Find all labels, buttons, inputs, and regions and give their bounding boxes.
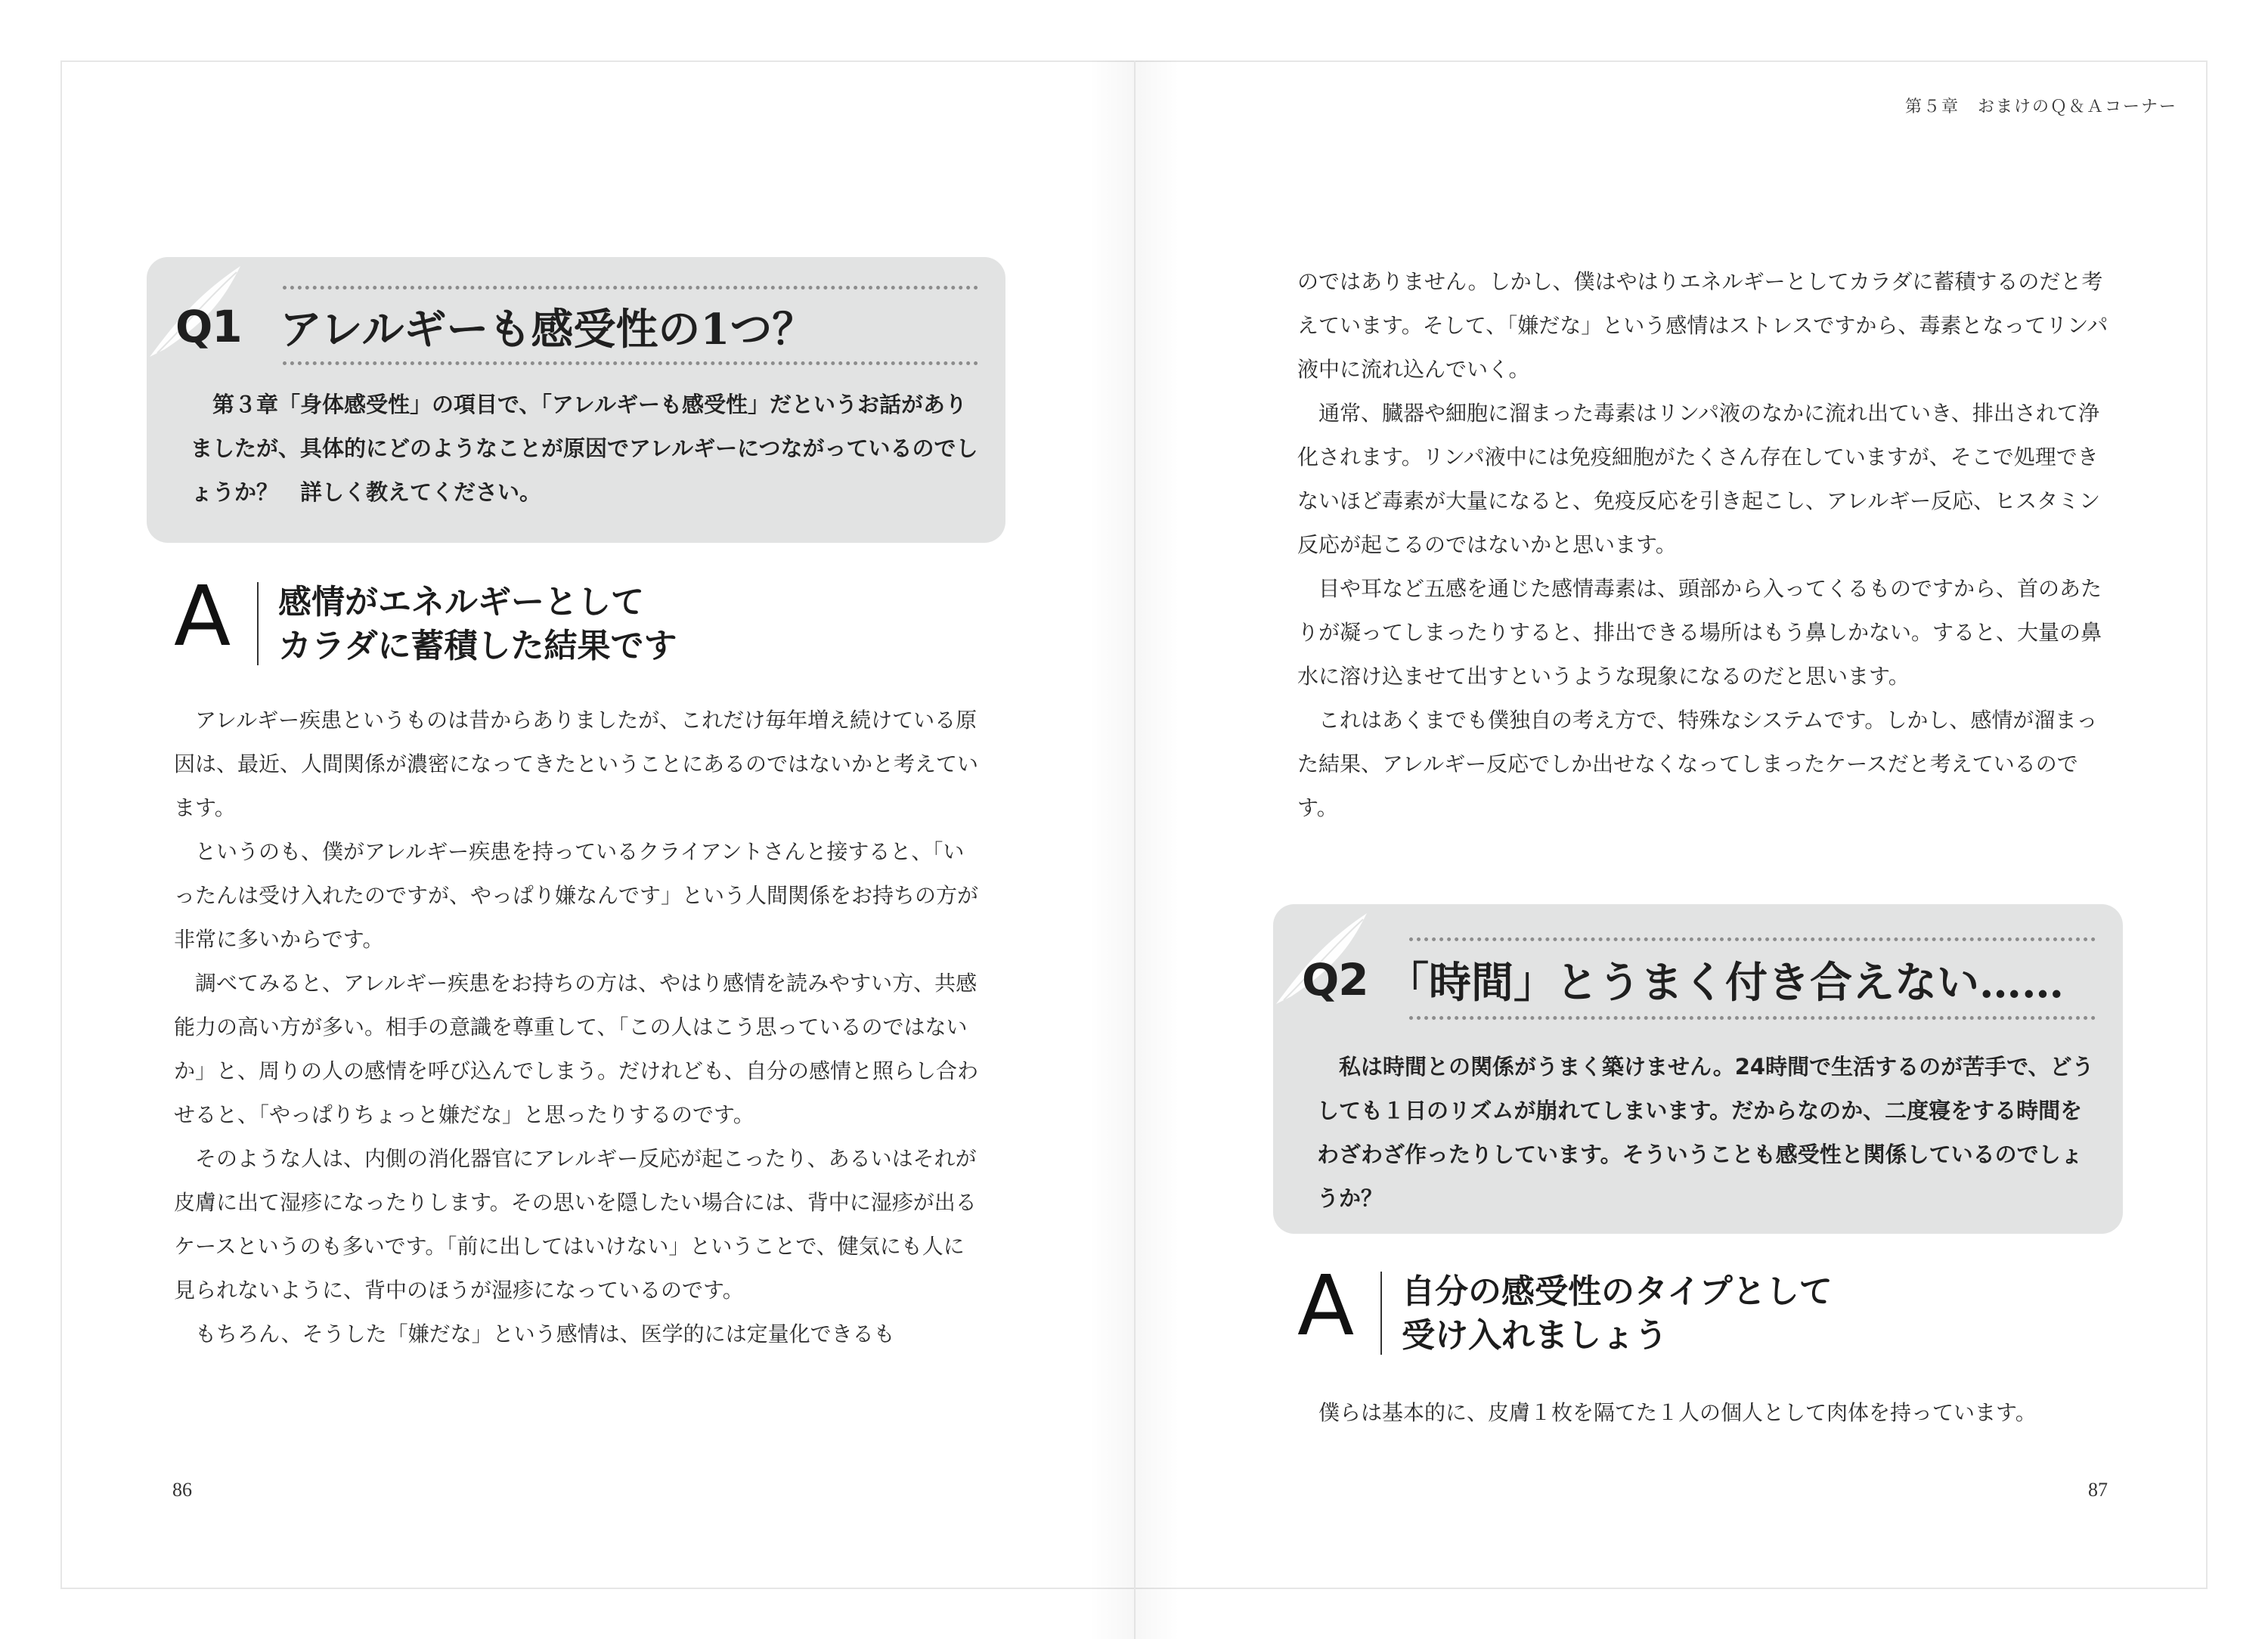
question-title: 「時間」とうまく付き合えない…… (1387, 958, 2064, 1008)
body-text-right-bottom (1297, 1391, 2114, 1435)
question-title: アレルギーも感受性の1つ？ (280, 305, 815, 355)
dotted-rule-bottom (283, 361, 978, 365)
paragraph: アレルギー疾患というものは昔からありましたが、これだけ毎年増え続けている原因は、最近、人間関係が濃密になってきたということにあるのではないかと考えています。 (174, 708, 979, 820)
paragraph: のではありません。しかし、僕はやはりエネルギーとしてカラダに蓄積するのだと考えています。そして、「嫌だな」という感情はストレスですから、毒素となってリンパ液中に流れ込んでいく。 (1297, 269, 2108, 382)
answer-heading-a2 (1297, 1257, 2129, 1370)
answer-title-line-1: 自分の感受性のタイプとして (1402, 1272, 1833, 1311)
answer-divider (1380, 1272, 1382, 1355)
page-number-right: 87 (2088, 1479, 2108, 1501)
paragraph: 通常、臓器や細胞に溜まった毒素はリンパ液のなかに流れ出ていき、排出されて浄化されます。リンパ液中には免疫細胞がたくさん存在していますが、そこで処理できないほど毒素が大量になると、免疫反応を引き起こし、アレルギー反応、ヒスタミン反応が起こるのではないかと思います。 (1297, 401, 2101, 557)
answer-divider (257, 582, 259, 665)
body-text-right-top (1297, 260, 2109, 830)
answer-title-line-2: カラダに蓄積した結果です (278, 627, 677, 665)
answer-letter: A (174, 568, 231, 665)
body-text-left (174, 699, 984, 1356)
answer-heading-a1 (174, 568, 1005, 680)
paragraph: 僕らは基本的に、皮膚１枚を隔てた１人の個人として肉体を持っています。 (1318, 1400, 2037, 1425)
paragraph: もちろん、そうした「嫌だな」という感情は、医学的には定量化できるも (195, 1321, 895, 1346)
paragraph: そのような人は、内側の消化器官にアレルギー反応が起こったり、あるいはそれが皮膚に出て湿疹になったりします。その思いを隠したい場合には、背中に湿疹が出るケースというのも多いです。「前に出してはいけない」ということで、健気にも人に見られないように、背中のほうが湿疹になっているのです。 (174, 1146, 977, 1303)
paragraph: 調べてみると、アレルギー疾患をお持ちの方は、やはり感情を読みやすい方、共感能力の高い方が多い。相手の意識を尊重して、「この人はこう思っているのではないか」と、周りの人の感情を呼び込んでしまう。だけれども、自分の感情と照らし合わせると、「やっぱりちょっと嫌だな」と思ったりするのです。 (174, 971, 979, 1127)
running-header: 第５章 おまけのＱ＆Ａコーナー (1904, 97, 2177, 116)
answer-letter: A (1297, 1257, 1355, 1354)
dotted-rule-top (1409, 937, 2096, 941)
page-number-left: 86 (172, 1479, 192, 1501)
dotted-rule-top (283, 286, 978, 290)
question-box-q2 (1273, 904, 2123, 1234)
dotted-rule-bottom (1409, 1016, 2096, 1020)
paragraph: 目や耳など五感を通じた感情毒素は、頭部から入ってくるものですから、首のあたりが凝ってしまったりすると、排出できる場所はもう鼻しかない。すると、大量の鼻水に溶け込ませて出すというような現象になるのだと思います。 (1297, 576, 2102, 689)
question-label: Q1 (175, 301, 242, 352)
question-label: Q2 (1302, 954, 1368, 1005)
question-text: 第３章「身体感受性」の項目で、「アレルギーも感受性」だというお話がありましたが、具体的にどのようなことが原因でアレルギーにつながっているのでしょうか？ 詳しく教えてください。 (191, 392, 978, 505)
book-gutter (1134, 60, 1136, 1639)
paragraph: というのも、僕がアレルギー疾患を持っているクライアントさんと接すると、「いったんは受け入れたのですが、やっぱり嫌なんです」という人間関係をお持ちの方が非常に多いからです。 (174, 839, 979, 952)
question-text: 私は時間との関係がうまく築けません。24時間で生活するのが苦手で、どうしても１日のリズムが崩れてしまいます。だからなのか、二度寝をする時間をわざわざ作ったりしています。そういうことも感受性と関係しているのでしょうか？ (1317, 1054, 2094, 1211)
question-box-q1 (147, 257, 1005, 543)
paragraph: これはあくまでも僕独自の考え方で、特殊なシステムです。しかし、感情が溜まった結果、アレルギー反応でしか出せなくなってしまったケースだと考えているのです。 (1297, 708, 2098, 820)
answer-title-line-2: 受け入れましょう (1402, 1316, 1668, 1355)
answer-title-line-1: 感情がエネルギーとして (278, 583, 644, 621)
